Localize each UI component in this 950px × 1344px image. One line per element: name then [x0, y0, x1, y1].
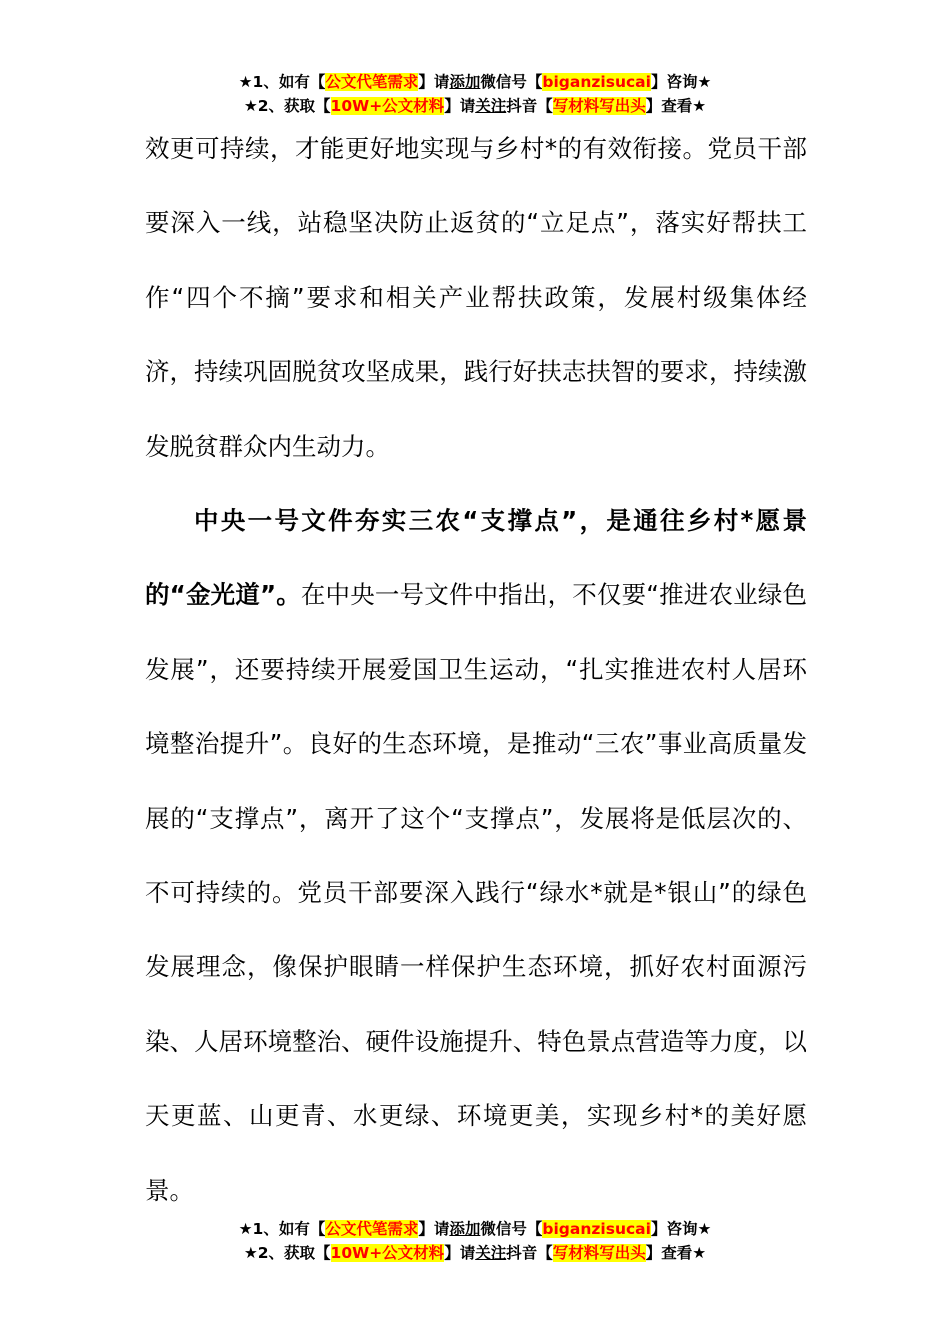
highlight-materials: 10W+公文材料: [330, 1244, 445, 1262]
banner-text: 抖音【: [506, 1244, 553, 1262]
document-body: [145, 112, 807, 1228]
banner-text: 】咨询★: [650, 1220, 712, 1238]
banner-text: 】请: [418, 1220, 450, 1238]
banner-text: 抖音【: [506, 97, 553, 115]
highlight-douyin-id: 写材料写出头: [552, 1244, 646, 1262]
banner-text: ★2、获取【: [243, 97, 331, 115]
highlight-wechat-id: biganzisucai: [542, 1220, 651, 1238]
underline-follow: 关注: [475, 1244, 507, 1262]
footer-banner: [0, 1217, 950, 1265]
banner-text: 】请: [444, 1244, 476, 1262]
banner-text: 微信号【: [480, 73, 543, 91]
underline-add: 添加: [449, 1220, 481, 1238]
highlight-douyin-id: 写材料写出头: [552, 97, 646, 115]
banner-text: 】查看★: [645, 1244, 707, 1262]
highlight-service: 公文代笔需求: [325, 73, 419, 91]
underline-add: 添加: [449, 73, 481, 91]
banner-text: 】请: [444, 97, 476, 115]
banner-text: ★1、如有【: [238, 73, 326, 91]
banner-text: 微信号【: [480, 1220, 543, 1238]
banner-text: ★2、获取【: [243, 1244, 331, 1262]
banner-line-1: [0, 1217, 950, 1241]
highlight-wechat-id: biganzisucai: [542, 73, 651, 91]
banner-text: 】请: [418, 73, 450, 91]
header-banner: [0, 70, 950, 118]
paragraph-2-text: 在中央一号文件中指出，不仅要“推进农业绿色发展”，还要持续开展爱国卫生运动，“扎实推进农村人居环境整治提升”。良好的生态环境，是推动“三农”事业高质量发展的“支撑点”，离开了这个“支撑点”，发展将是低层次的、不可持续的。党员干部要深入践行“绿水*就是*银山”的绿色发展理念，像保护眼睛一样保护生态环境，抓好农村面源污染、人居环境整治、硬件设施提升、特色景点营造等力度，以天更蓝、山更青、水更绿、环境更美，实现乡村*的美好愿景。: [145, 580, 807, 1205]
banner-text: 】咨询★: [650, 73, 712, 91]
highlight-service: 公文代笔需求: [325, 1220, 419, 1238]
banner-text: 】查看★: [645, 97, 707, 115]
paragraph-2: [145, 484, 807, 1228]
banner-line-1: [0, 70, 950, 94]
highlight-materials: 10W+公文材料: [330, 97, 445, 115]
paragraph-1: 效更可持续，才能更好地实现与乡村*的有效衔接。党员干部要深入一线，站稳坚决防止返贫的“立足点”，落实好帮扶工作“四个不摘”要求和相关产业帮扶政策，发展村级集体经济，持续巩固脱贫攻坚成果，践行好扶志扶智的要求，持续激发脱贫群众内生动力。: [145, 134, 807, 461]
banner-text: ★1、如有【: [238, 1220, 326, 1238]
banner-line-2: [0, 1241, 950, 1265]
underline-follow: 关注: [475, 97, 507, 115]
paragraph-2-heading: 中央一号文件夯实三农“支撑点”，是通往乡村*愿景的“金光道”。: [145, 506, 807, 610]
